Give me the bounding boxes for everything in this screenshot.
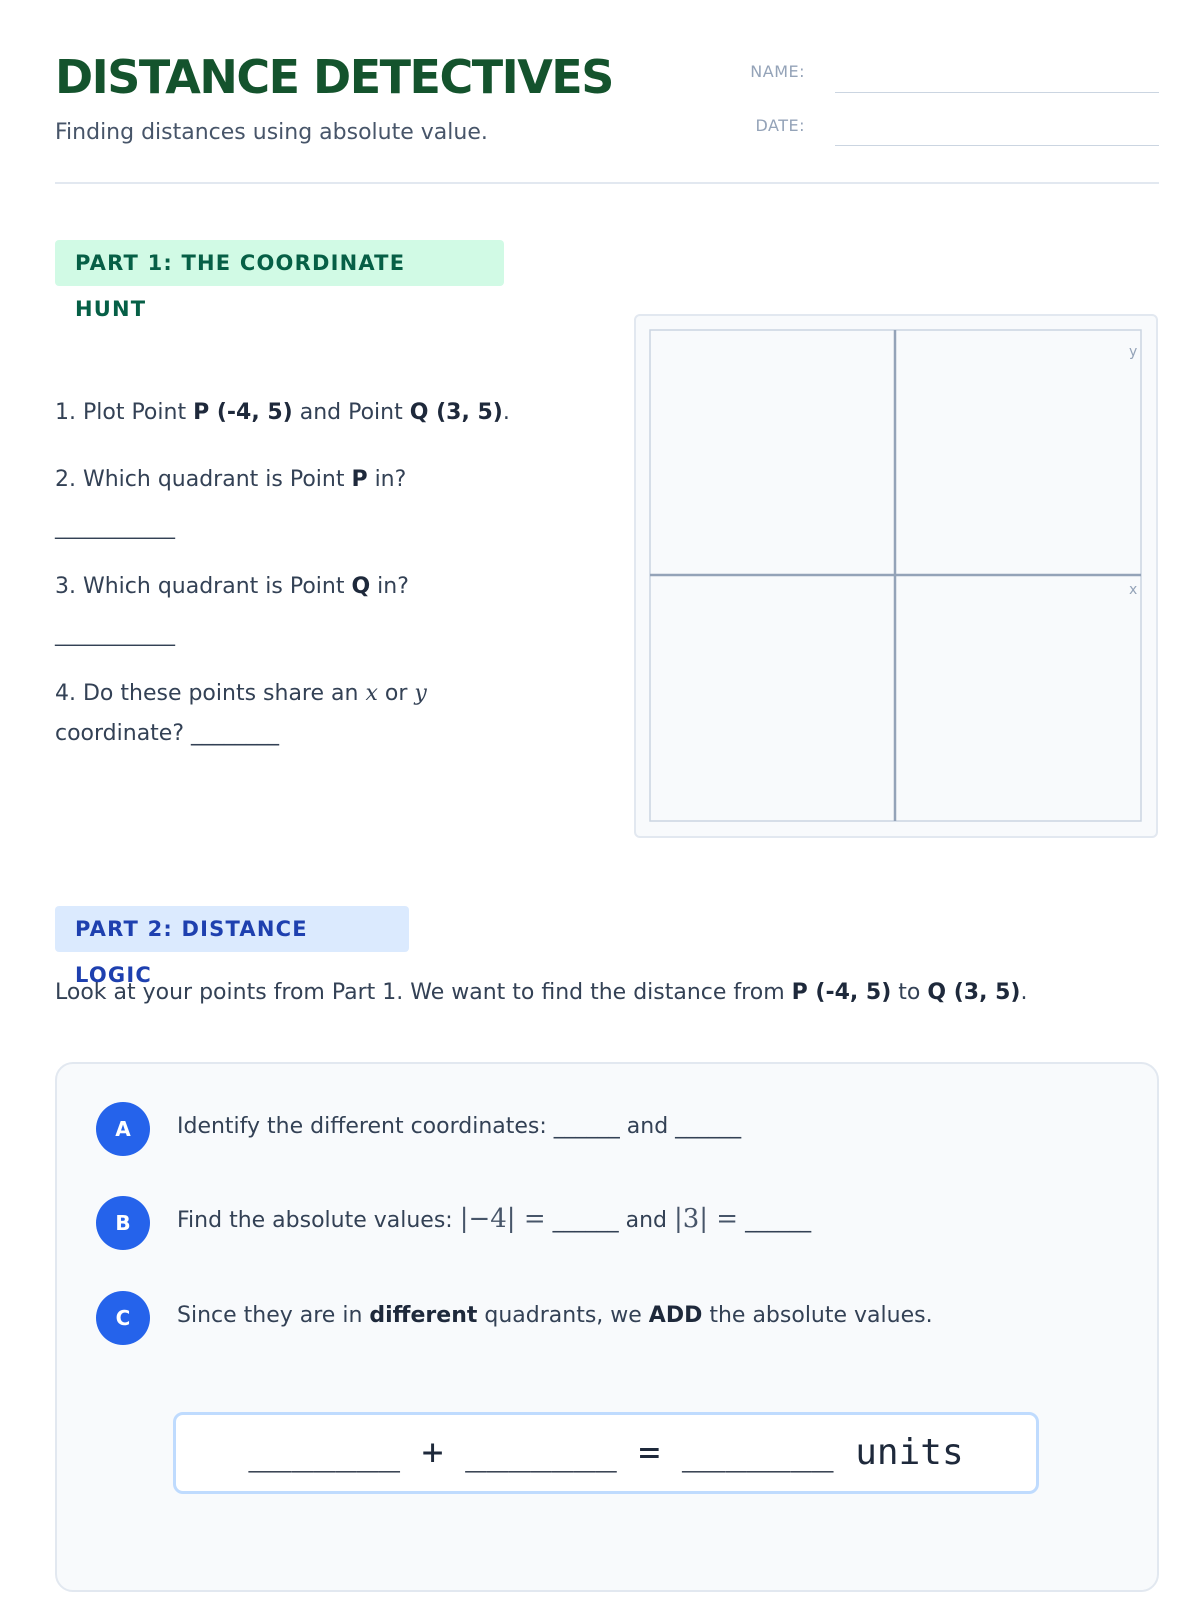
date-label: DATE: (755, 116, 805, 135)
question-4-y-variable: y (414, 681, 427, 706)
question-3-text-end: in? (370, 574, 409, 599)
question-3-text: 3. Which quadrant is Point (55, 574, 352, 599)
step-b-marker: B (96, 1196, 150, 1250)
coordinate-grid-svg (636, 316, 1156, 836)
question-3-point: Q (351, 574, 371, 599)
question-1-text-end: . (502, 400, 510, 425)
question-3 (55, 567, 409, 607)
step-b-suffix: ______ (738, 1208, 812, 1233)
step-b-prefix: Find the absolute values: (177, 1208, 460, 1233)
question-4-text: 4. Do these points share an (55, 681, 366, 706)
step-a-marker: A (96, 1102, 150, 1156)
coordinate-grid[interactable] (634, 314, 1158, 838)
intro-point-q: Q (3, 5) (927, 980, 1021, 1005)
name-label: NAME: (750, 62, 805, 81)
question-1-text: 1. Plot Point (55, 400, 194, 425)
question-2 (55, 460, 406, 500)
question-1 (55, 393, 510, 433)
question-4 (55, 674, 427, 714)
y-axis-label: y (1129, 344, 1138, 360)
question-4-x-variable: x (365, 681, 378, 706)
question-2-point: P (351, 467, 368, 492)
part2-intro (55, 980, 1027, 1005)
abs-neg-four: |−4| = (459, 1204, 546, 1234)
part2-badge: PART 2: DISTANCE LOGIC (55, 906, 409, 952)
distance-equation-box[interactable]: _______ + _______ = _______ units (173, 1412, 1039, 1494)
step-b-text[interactable] (177, 1204, 811, 1234)
point-q-coords: Q (3, 5) (409, 400, 503, 425)
worksheet-title: DISTANCE DETECTIVES (55, 50, 613, 104)
worksheet-subtitle: Finding distances using absolute value. (55, 120, 488, 145)
date-field[interactable] (835, 145, 1159, 146)
part2-intro-end: . (1020, 980, 1028, 1005)
part2-intro-mid: to (891, 980, 928, 1005)
question-3-answer-blank[interactable]: ____________ (55, 622, 175, 646)
step-c-marker: C (96, 1291, 150, 1345)
x-axis-label: x (1129, 582, 1138, 598)
question-4-line-2[interactable]: coordinate? ________ (55, 721, 280, 746)
step-c-add: ADD (648, 1303, 703, 1328)
step-c-mid: quadrants, we (477, 1303, 649, 1328)
question-2-text-end: in? (367, 467, 407, 492)
question-1-text-mid: and Point (292, 400, 410, 425)
step-c-suffix: the absolute values. (702, 1303, 933, 1328)
header-divider (55, 182, 1159, 184)
question-2-answer-blank[interactable]: ____________ (55, 515, 175, 539)
step-c-text (177, 1303, 933, 1328)
step-c-different: different (369, 1303, 478, 1328)
name-field[interactable] (835, 92, 1159, 93)
part1-badge: PART 1: THE COORDINATE HUNT (55, 240, 504, 286)
point-p-coords: P (-4, 5) (193, 400, 293, 425)
abs-three: |3| = (673, 1204, 739, 1234)
question-4-or: or (377, 681, 415, 706)
intro-point-p: P (-4, 5) (791, 980, 892, 1005)
step-b-mid: ______ and (545, 1208, 674, 1233)
step-a-text[interactable]: Identify the different coordinates: ______ and ______ (177, 1114, 742, 1139)
question-2-text: 2. Which quadrant is Point (55, 467, 352, 492)
step-c-prefix: Since they are in (177, 1303, 370, 1328)
part2-intro-text: Look at your points from Part 1. We want to find the distance from (55, 980, 792, 1005)
